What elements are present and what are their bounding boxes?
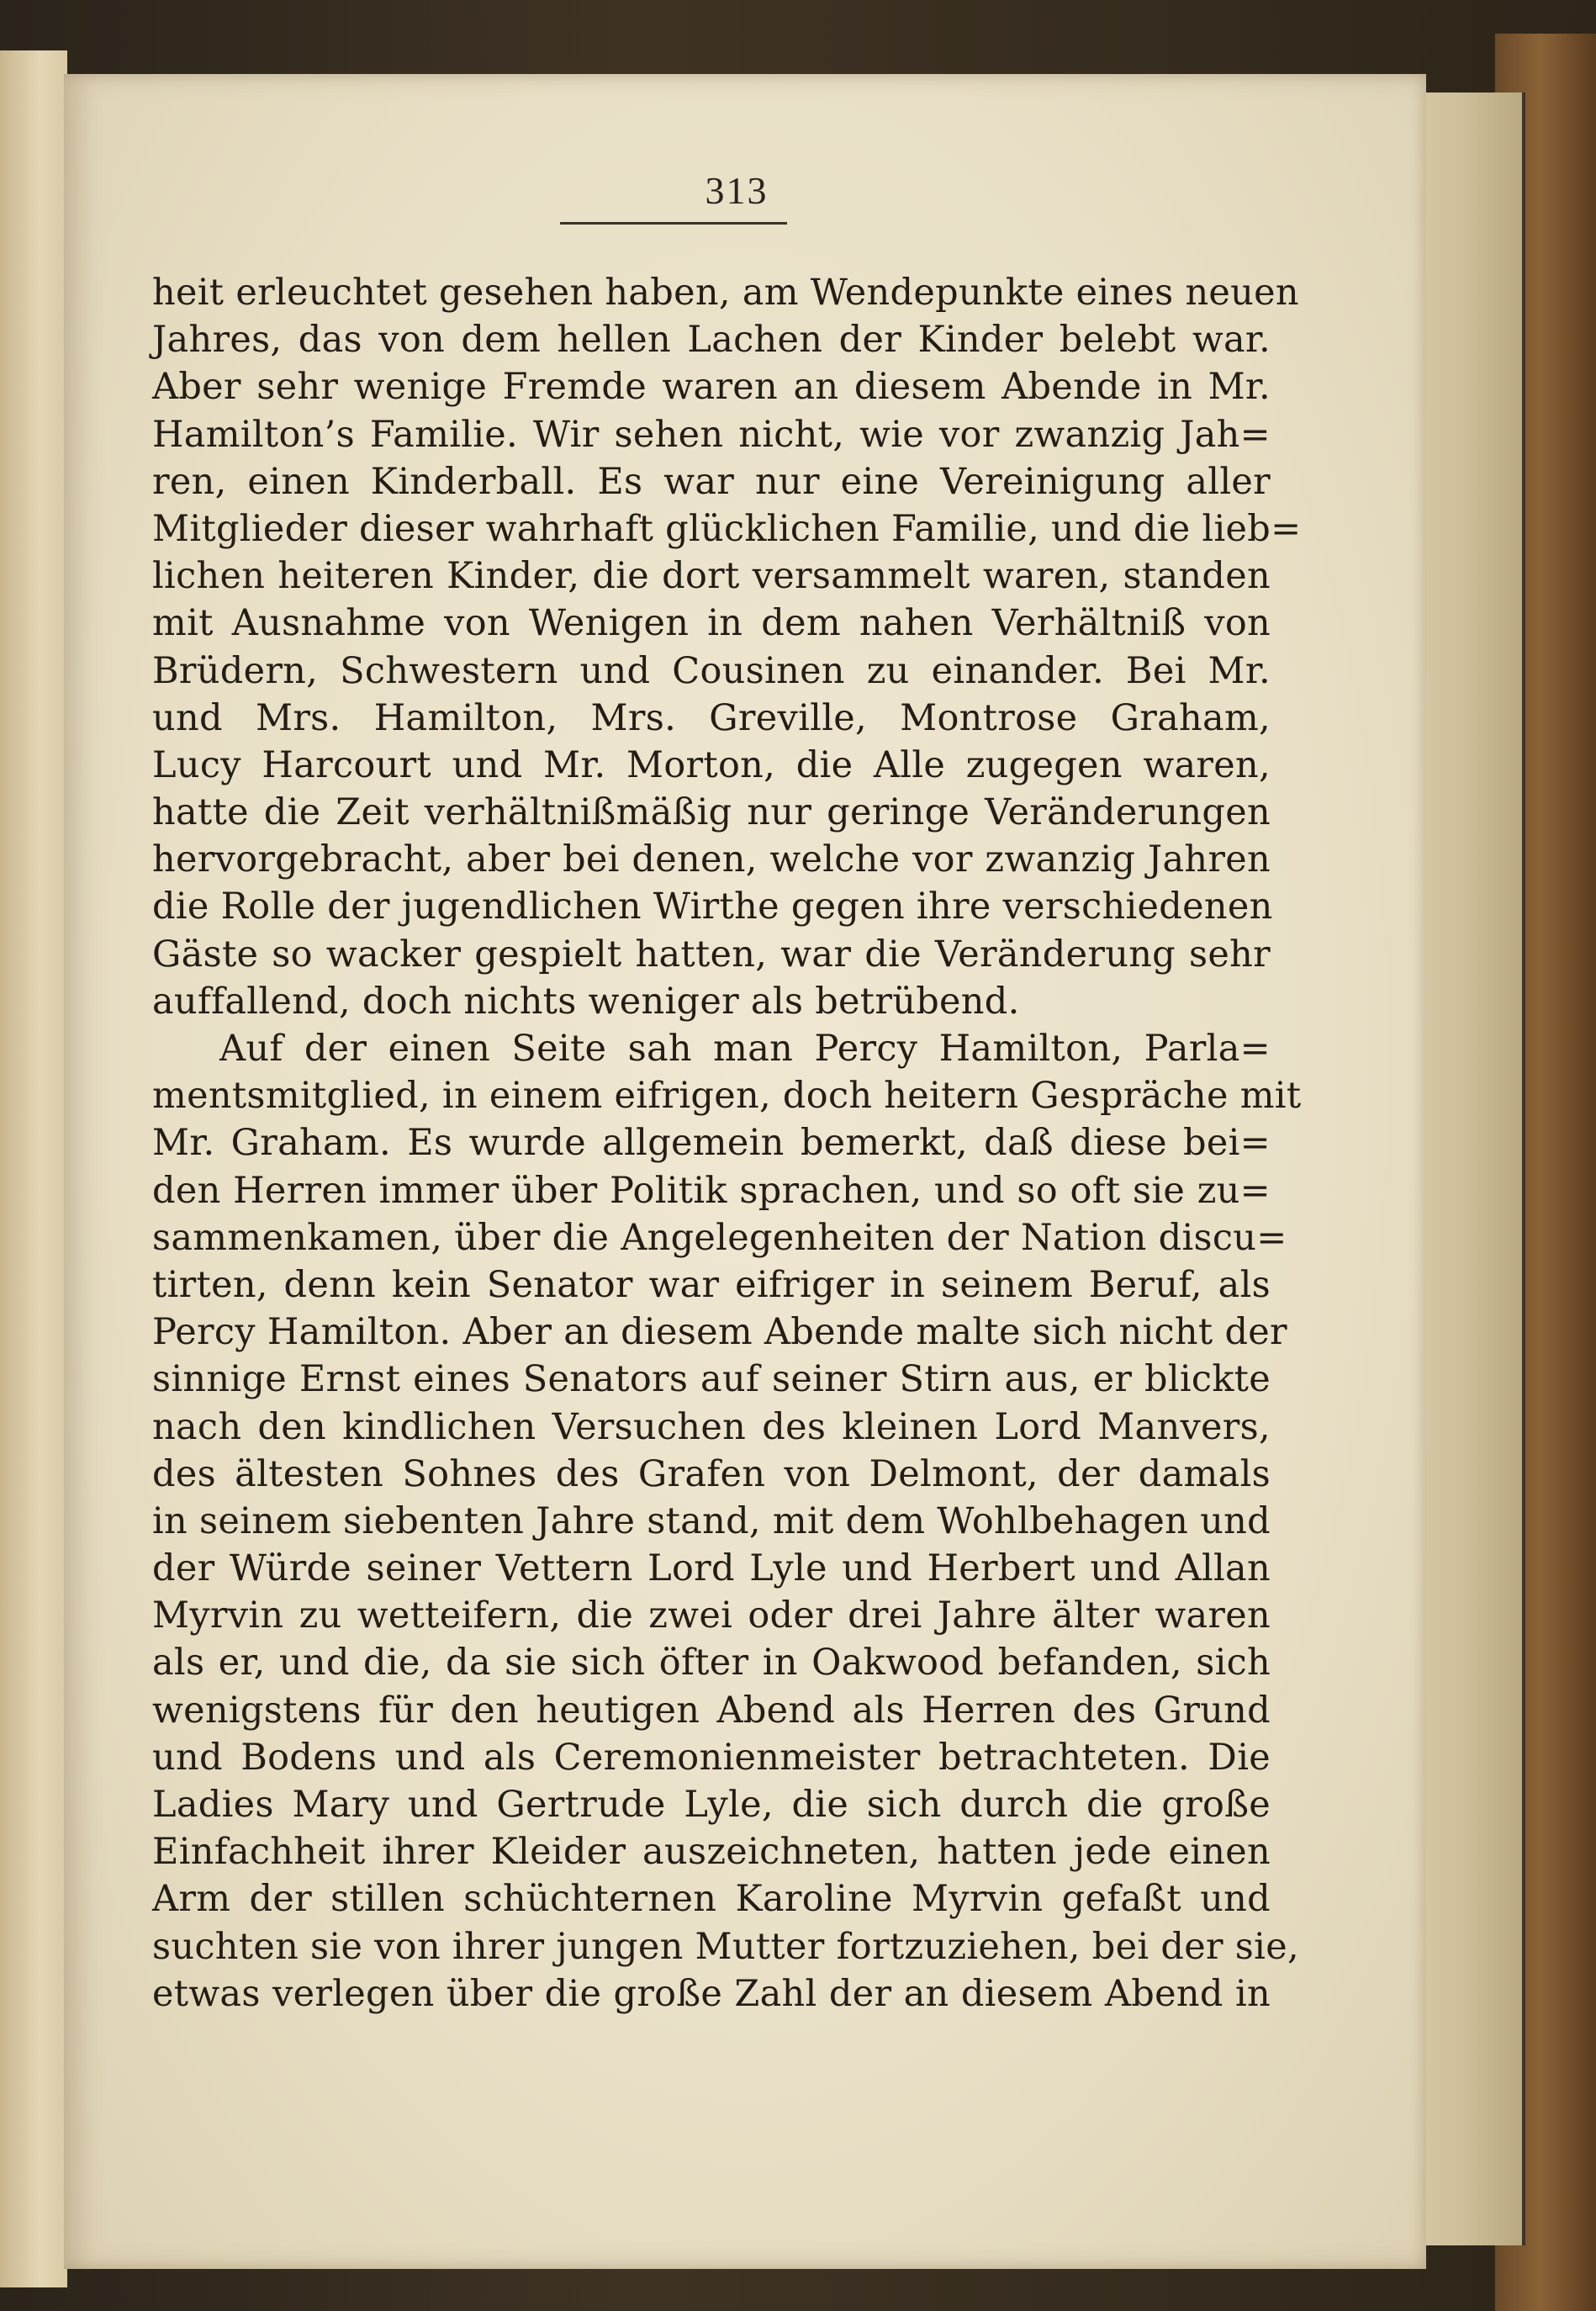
page-number-rule (560, 222, 787, 225)
paragraph-end-line: auffallend, doch nichts weniger als betrübend. (152, 980, 1020, 1023)
paragraph-start-line: Auf der einen Seite sah man Percy Hamilton, Parla= (219, 1028, 1271, 1070)
text-line: mit Ausnahme von Wenigen in dem nahen Verhältniß von (152, 602, 1271, 645)
text-line: Aber sehr wenige Fremde waren an diesem Abende in Mr. (152, 366, 1271, 409)
text-line: wenigstens für den heutigen Abend als Herren des Grund (152, 1689, 1271, 1732)
text-line: Einfachheit ihrer Kleider auszeichneten, hatten jede einen (152, 1831, 1271, 1874)
text-line: lichen heiteren Kinder, die dort versammelt waren, standen (152, 555, 1271, 598)
text-line: Percy Hamilton. Aber an diesem Abende malte sich nicht der (152, 1311, 1287, 1354)
text-line: sammenkamen, über die Angelegenheiten der Nation discu= (152, 1216, 1287, 1259)
text-line: etwas verlegen über die große Zahl der an diesem Abend in (152, 1972, 1271, 2015)
text-line: Hamilton’s Familie. Wir sehen nicht, wie vor zwanzig Jah= (152, 413, 1271, 456)
text-line: des ältesten Sohnes des Grafen von Delmont, der damals (152, 1452, 1271, 1495)
text-line: den Herren immer über Politik sprachen, und so oft sie zu= (152, 1169, 1271, 1212)
book-page (64, 74, 1426, 2269)
text-line: der Würde seiner Vettern Lord Lyle und Herbert und Allan (152, 1547, 1271, 1590)
text-line: Gäste so wacker gespielt hatten, war die Veränderung sehr (152, 933, 1271, 976)
body-text (152, 269, 1302, 2017)
text-line: tirten, denn kein Senator war eifriger in seinem Beruf, als (152, 1263, 1271, 1306)
text-line: ren, einen Kinderball. Es war nur eine Vereinigung aller (152, 460, 1271, 503)
text-line: suchten sie von ihrer jungen Mutter fortzuziehen, bei der sie, (152, 1925, 1299, 1968)
text-line: Arm der stillen schüchternen Karoline Myrvin gefaßt und (152, 1878, 1271, 1921)
text-line: sinnige Ernst eines Senators auf seiner Stirn aus, er blickte (152, 1358, 1271, 1401)
text-line: die Rolle der jugendlichen Wirthe gegen ihre verschiedenen (152, 886, 1273, 928)
text-line: Lucy Harcourt und Mr. Morton, die Alle zugegen waren, (152, 743, 1271, 786)
text-line: und Mrs. Hamilton, Mrs. Greville, Montrose Graham, (152, 696, 1271, 739)
text-line: und Bodens und als Ceremonienmeister betrachteten. Die (152, 1736, 1271, 1779)
text-line: Brüdern, Schwestern und Cousinen zu einander. Bei Mr. (152, 649, 1271, 692)
text-line: heit erleuchtet gesehen haben, am Wendepunkte eines neuen (152, 272, 1299, 314)
text-line: mentsmitglied, in einem eifrigen, doch heitern Gespräche mit (152, 1075, 1302, 1118)
text-line: Ladies Mary und Gertrude Lyle, die sich durch die große (152, 1784, 1271, 1826)
facing-page-edge (0, 50, 67, 2287)
text-line: Mr. Graham. Es wurde allgemein bemerkt, daß diese bei= (152, 1122, 1271, 1165)
text-line: als er, und die, da sie sich öfter in Oakwood befanden, sich (152, 1642, 1271, 1684)
text-line: in seinem siebenten Jahre stand, mit dem Wohlbehagen und (152, 1499, 1271, 1542)
page-number: 313 (705, 169, 769, 212)
text-line: Mitglieder dieser wahrhaft glücklichen Familie, und die lieb= (152, 507, 1302, 550)
text-line: nach den kindlichen Versuchen des kleinen Lord Manvers, (152, 1405, 1271, 1448)
text-line: hatte die Zeit verhältnißmäßig nur geringe Veränderungen (152, 791, 1271, 834)
text-line: Myrvin zu wetteifern, die zwei oder drei Jahre älter waren (152, 1594, 1271, 1637)
text-line: Jahres, das von dem hellen Lachen der Kinder belebt war. (152, 319, 1271, 362)
text-line: hervorgebracht, aber bei denen, welche vor zwanzig Jahren (152, 838, 1271, 881)
